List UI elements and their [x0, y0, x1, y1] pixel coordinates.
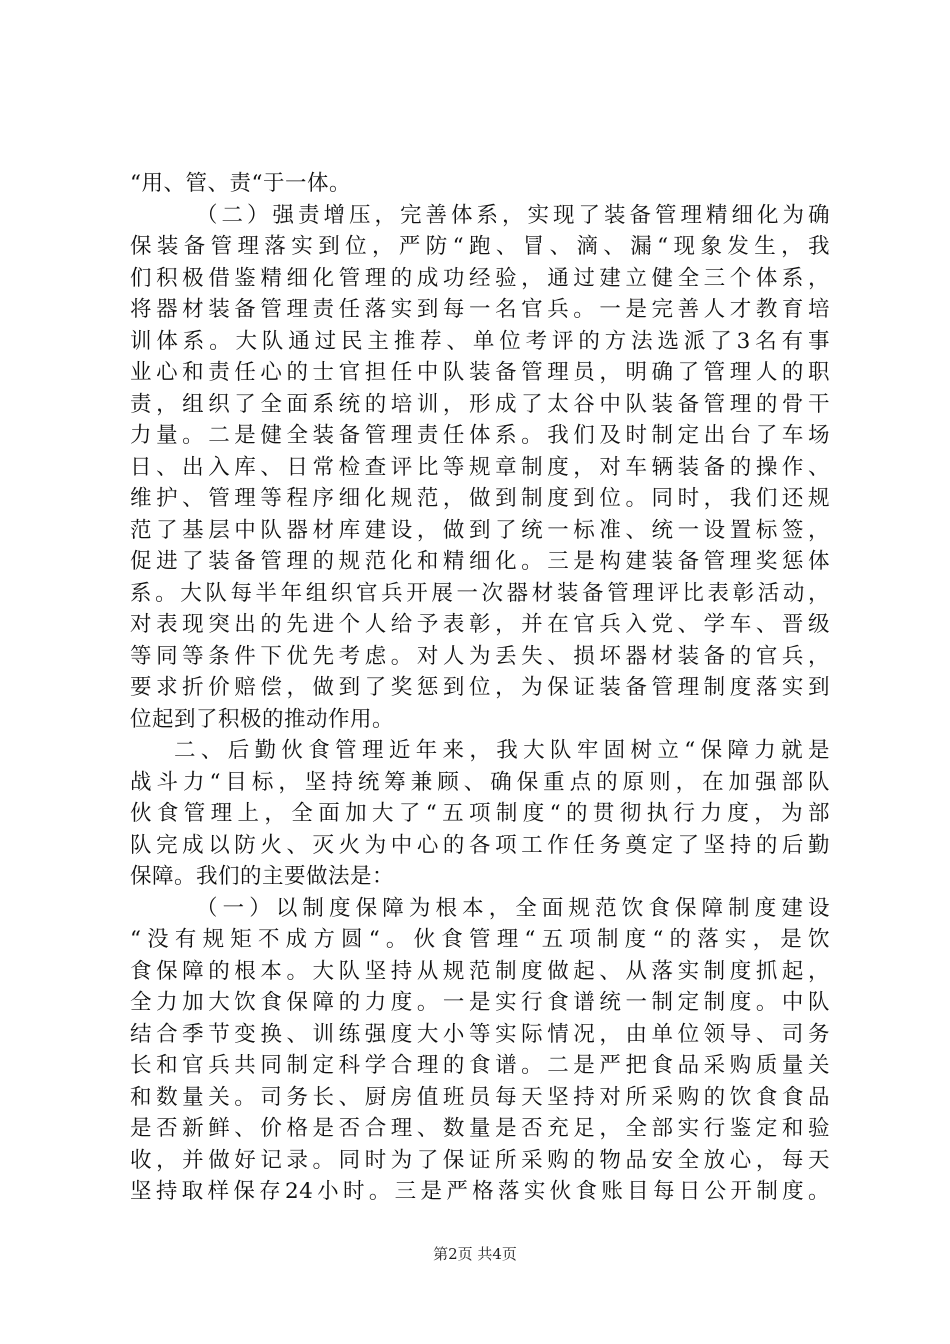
text-line: 队完成以防火、灭火为中心的各项工作任务奠定了坚持的后勤 [130, 832, 830, 858]
text-line: 业心和责任心的士官担任中队装备管理员，明确了管理人的职 [130, 360, 830, 385]
text-line: 和数量关。司务长、厨房值班员每天坚持对所采购的饮食食品 [130, 1084, 830, 1110]
text-line: 范了基层中队器材库建设，做到了统一标准、统一设置标签， [130, 517, 830, 543]
text-line: 责，组织了全面系统的培训，形成了太谷中队装备管理的骨干 [130, 391, 830, 417]
text-line: 等同等条件下优先考虑。对人为丢失、损坏器材装备的官兵， [130, 643, 830, 669]
text-line: 坚持取样保存24小时。三是严格落实伙食账目每日公开制度。 [130, 1179, 830, 1204]
text-line: 伙食管理上，全面加大了“五项制度“的贯彻执行力度，为部 [130, 801, 830, 826]
text-line: 是否新鲜、价格是否合理、数量是否充足，全部实行鉴定和验 [130, 1116, 830, 1141]
text-line: “没有规矩不成方圆“。伙食管理“五项制度“的落实，是饮 [130, 927, 830, 952]
text-line: 要求折价赔偿，做到了奖惩到位，为保证装备管理制度落实到 [130, 675, 830, 700]
text-line: 长和官兵共同制定科学合理的食谱。二是严把食品采购质量关 [130, 1053, 830, 1078]
text-line: 保装备管理落实到位，严防“跑、冒、滴、漏“现象发生，我 [130, 234, 830, 259]
text-line: 结合季节变换、训练强度大小等实际情况，由单位领导、司务 [130, 1021, 830, 1047]
text-line: 将器材装备管理责任落实到每一名官兵。一是完善人才教育培 [130, 297, 830, 322]
text-line: “用、管、责“于一体。 [130, 171, 351, 196]
text-line: 促进了装备管理的规范化和精细化。三是构建装备管理奖惩体 [130, 549, 830, 574]
text-line: 位起到了积极的推动作用。 [130, 706, 395, 732]
text-line: 训体系。大队通过民主推荐、单位考评的方法选派了3名有事 [130, 328, 830, 354]
text-line: 全力加大饮食保障的力度。一是实行食谱统一制定制度。中队 [130, 990, 830, 1015]
page-footer [0, 1244, 950, 1264]
text-line: 维护、管理等程序细化规范，做到制度到位。同时，我们还规 [130, 486, 830, 511]
text-line: 二、后勤伙食管理近年来，我大队牢固树立“保障力就是 [174, 738, 830, 763]
text-line: 收，并做好记录。同时为了保证所采购的物品安全放心，每天 [130, 1147, 830, 1173]
text-line: 系。大队每半年组织官兵开展一次器材装备管理评比表彰活动， [130, 580, 830, 606]
text-line: （二）强责增压，完善体系，实现了装备管理精细化为确 [196, 202, 830, 228]
text-line: 食保障的根本。大队坚持从规范制度做起、从落实制度抓起， [130, 958, 830, 984]
text-line: （一）以制度保障为根本，全面规范饮食保障制度建设 [196, 895, 830, 921]
text-line: 日、出入库、日常检查评比等规章制度，对车辆装备的操作、 [130, 454, 830, 480]
text-line: 战斗力“目标，坚持统筹兼顾、确保重点的原则，在加强部队 [130, 769, 830, 795]
text-line: 对表现突出的先进个人给予表彰，并在官兵入党、学车、晋级 [130, 612, 830, 637]
document-body [130, 168, 830, 1208]
text-line: 力量。二是健全装备管理责任体系。我们及时制定出台了车场 [130, 423, 830, 448]
text-line: 保障。我们的主要做法是： [130, 864, 395, 889]
text-line: 们积极借鉴精细化管理的成功经验，通过建立健全三个体系， [130, 265, 830, 291]
page-number-label: 第2页 共4页 [433, 1245, 517, 1263]
